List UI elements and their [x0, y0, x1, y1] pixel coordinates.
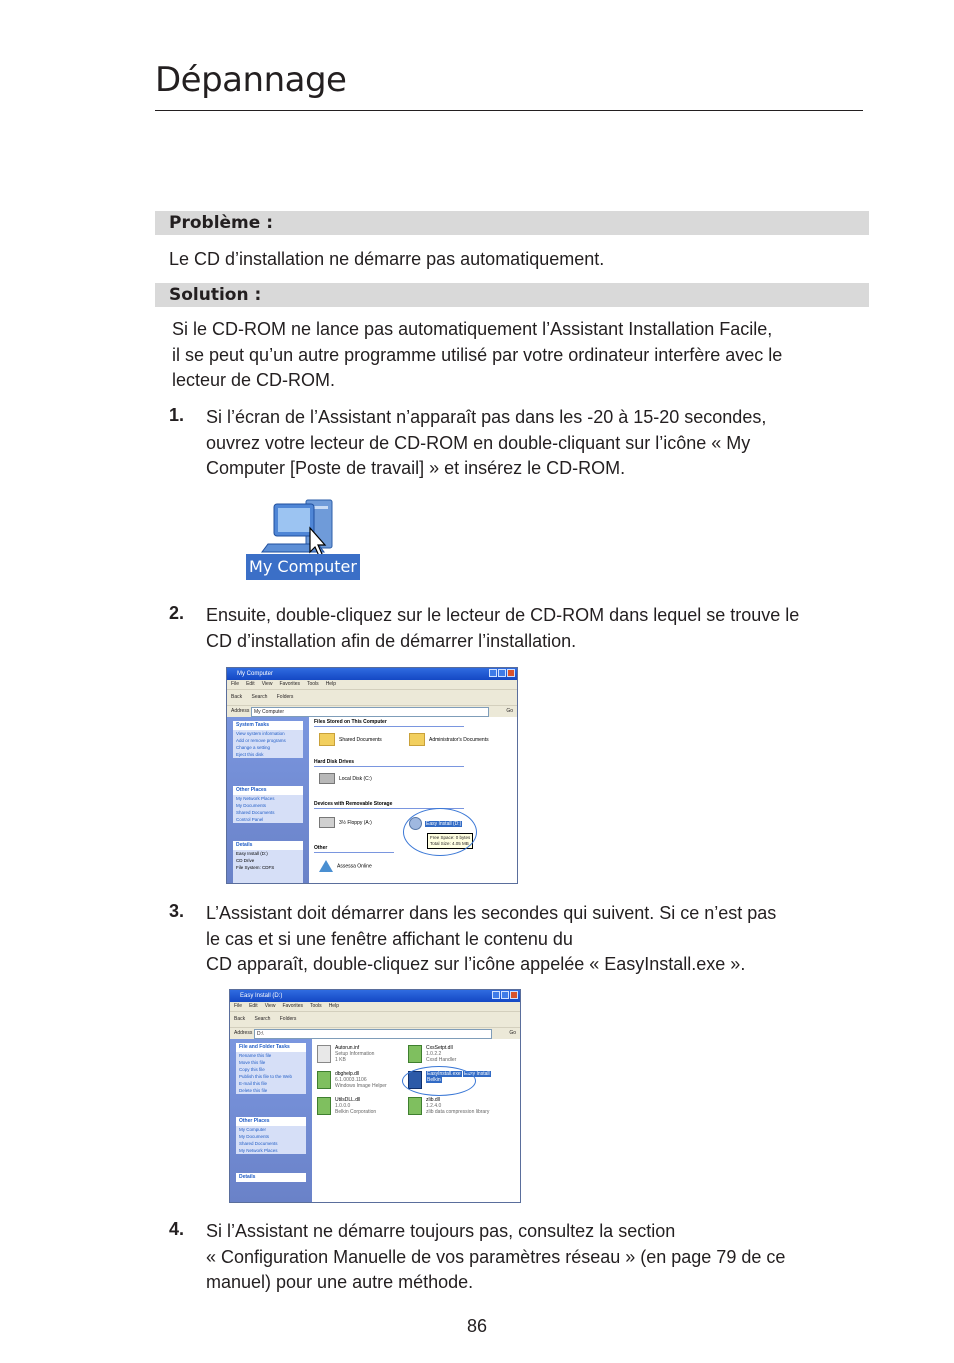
file-name: UtilsDLL.dll: [335, 1097, 361, 1103]
address-input[interactable]: My Computer: [251, 707, 489, 717]
file-detail: Cxsd Handler: [426, 1057, 457, 1063]
item-admin-documents[interactable]: [409, 733, 489, 746]
intro-line: lecteur de CD-ROM.: [172, 370, 336, 390]
file-name: CxsSetpt.dll: [426, 1045, 453, 1051]
item-other-app[interactable]: [319, 860, 372, 872]
step-line: Si l’Assistant ne démarre toujours pas, consultez la section: [206, 1221, 676, 1241]
step-text: [206, 405, 766, 482]
panel-item: Easy Install (D:): [236, 851, 268, 856]
dll-icon: [317, 1071, 331, 1089]
file-detail: 1 KB: [335, 1057, 346, 1063]
search-button[interactable]: Search: [254, 1016, 271, 1022]
menu-file[interactable]: File: [231, 681, 240, 687]
toolbar: [230, 1011, 520, 1027]
address-bar: [230, 1027, 520, 1039]
section-files: Files Stored on This Computer: [314, 719, 387, 725]
panel-item[interactable]: Eject this disk: [236, 752, 264, 757]
file-detail: 1.0.2.2: [426, 1051, 442, 1057]
app-icon: [319, 860, 333, 872]
panel-details: [236, 1173, 306, 1182]
item-label: Administrator's Documents: [429, 736, 489, 743]
file-item[interactable]: [317, 1071, 397, 1089]
panel-title[interactable]: Details: [236, 1173, 306, 1182]
file-name: Autorun.inf: [335, 1045, 360, 1051]
address-bar: [227, 705, 517, 717]
panel-item: CD Drive: [236, 858, 255, 863]
highlight-circle: [403, 808, 477, 856]
item-local-disk[interactable]: [319, 773, 372, 784]
step-line: CD apparaît, double-cliquez sur l’icône appelée « EasyInstall.exe ».: [206, 954, 746, 974]
panel-other-places: [236, 1117, 306, 1154]
panel-item[interactable]: My Documents: [236, 803, 267, 808]
menu-bar: [227, 680, 517, 689]
panel-item[interactable]: My Network Places: [236, 796, 275, 801]
intro-line: il se peut qu’un autre programme utilisé par votre ordinateur interfère avec le: [172, 344, 783, 365]
panel-item[interactable]: Move this file: [239, 1060, 266, 1065]
solution-intro: [172, 317, 782, 394]
file-detail: Belkin: [427, 1077, 441, 1083]
panel-item[interactable]: Publish this file to the Web: [239, 1074, 292, 1079]
go-button[interactable]: Go: [509, 1030, 516, 1036]
menu-help[interactable]: Help: [325, 681, 336, 687]
file-detail: 1.0.0.0: [335, 1103, 351, 1109]
step-line: CD d’installation afin de démarrer l’installation.: [206, 630, 577, 651]
file-view: [312, 1039, 520, 1202]
floppy-icon: [319, 817, 335, 828]
step-number: 1.: [169, 405, 185, 425]
page-title: Dépannage: [155, 60, 347, 100]
panel-file-folder-tasks: [236, 1043, 306, 1094]
panel-item[interactable]: My Network Places: [239, 1148, 278, 1153]
file-item[interactable]: [408, 1045, 493, 1063]
window-body: [227, 717, 517, 883]
panel-title[interactable]: Details: [233, 841, 303, 850]
section-removable: Devices with Removable Storage: [314, 801, 393, 807]
window-title: My Computer: [237, 671, 274, 677]
intro-line: Si le CD-ROM ne lance pas automatiquement l’Assistant Installation Facile,: [172, 319, 773, 339]
step-text: [206, 901, 776, 978]
folders-button[interactable]: Folders: [279, 1016, 297, 1022]
step-number: 4.: [169, 1219, 185, 1239]
panel-item[interactable]: Copy this file: [239, 1067, 265, 1072]
step-line: manuel) pour une autre méthode.: [206, 1272, 474, 1292]
item-label: Assessa Online: [337, 863, 372, 870]
dll-icon: [408, 1045, 422, 1063]
back-button[interactable]: Back: [231, 694, 243, 700]
item-floppy[interactable]: [319, 817, 372, 828]
panel-item[interactable]: E-mail this file: [239, 1081, 268, 1086]
file-detail: 6.1.0003.1106: [335, 1077, 367, 1083]
menu-view[interactable]: View: [264, 1003, 276, 1009]
folders-button[interactable]: Folders: [276, 694, 294, 700]
menu-edit[interactable]: Edit: [246, 681, 255, 687]
panel-item[interactable]: Rename this file: [239, 1053, 272, 1058]
menu-file[interactable]: File: [234, 1003, 243, 1009]
explorer-window-my-computer: [226, 667, 518, 884]
my-computer-label: My Computer: [246, 554, 360, 580]
section-hdd: Hard Disk Drives: [314, 759, 355, 765]
title-rule: [155, 110, 863, 111]
file-detail: Easy Install: [464, 1071, 490, 1077]
panel-item[interactable]: Change a setting: [236, 745, 271, 750]
panel-item[interactable]: Shared Documents: [239, 1141, 278, 1146]
address-input[interactable]: D:\: [254, 1029, 492, 1039]
task-pane: [230, 1039, 312, 1202]
step-line: ouvrez votre lecteur de CD-ROM en double-cliquant sur l’icône « My: [206, 432, 751, 453]
step-line: Si l’écran de l’Assistant n’apparaît pas dans les -20 à 15-20 secondes,: [206, 407, 767, 427]
file-detail: 1.2.4.0: [426, 1103, 442, 1109]
section-rule: [314, 726, 464, 727]
menu-view[interactable]: View: [261, 681, 273, 687]
step-text: [206, 1219, 785, 1296]
file-item[interactable]: [317, 1097, 397, 1115]
computer-icon: [244, 496, 362, 556]
panel-title[interactable]: System Tasks: [233, 721, 303, 730]
menu-help[interactable]: Help: [328, 1003, 339, 1009]
my-computer-shortcut[interactable]: [244, 496, 362, 584]
panel-item[interactable]: Add or remove programs: [236, 738, 286, 743]
panel-title[interactable]: File and Folder Tasks: [236, 1043, 306, 1052]
panel-item[interactable]: Shared Documents: [236, 810, 275, 815]
close-icon[interactable]: [507, 669, 515, 677]
step-line: L’Assistant doit démarrer dans les secondes qui suivent. Si ce n’est pas: [206, 903, 777, 923]
step-line: Ensuite, double-cliquez sur le lecteur de CD-ROM dans lequel se trouve le: [206, 605, 800, 625]
hard-disk-icon: [319, 773, 335, 784]
file-detail: Setup Information: [335, 1051, 375, 1057]
panel-system-tasks: [233, 721, 303, 758]
explorer-window-easy-install: [229, 989, 521, 1203]
tooltip-line: Free Space: 0 bytes: [430, 835, 471, 840]
solution-bar: [155, 283, 869, 307]
file-name: dbghelp.dll: [335, 1071, 360, 1077]
window-body: [230, 1039, 520, 1202]
folder-icon: [319, 733, 335, 746]
item-label: Easy Install (D:): [426, 820, 462, 827]
page-number: 86: [466, 1316, 488, 1336]
step-number: 2.: [169, 603, 185, 623]
maximize-icon[interactable]: [501, 991, 509, 999]
menu-favorites[interactable]: Favorites: [279, 681, 300, 687]
toolbar: [227, 689, 517, 705]
window-title: Easy Install (D:): [240, 993, 283, 999]
step-line: le cas et si une fenêtre affichant le contenu du: [206, 928, 573, 949]
menu-favorites[interactable]: Favorites: [282, 1003, 303, 1009]
panel-other-places: [233, 786, 303, 823]
problem-bar: [155, 211, 869, 235]
address-label: Address: [234, 1030, 253, 1036]
dll-icon: [317, 1097, 331, 1115]
item-shared-documents[interactable]: [319, 733, 382, 746]
menu-edit[interactable]: Edit: [249, 1003, 258, 1009]
file-icon: [317, 1045, 331, 1063]
panel-item[interactable]: My Computer: [239, 1127, 267, 1132]
file-detail: Belkin Corporation: [335, 1109, 377, 1115]
dll-icon: [408, 1097, 422, 1115]
section-rule: [314, 852, 394, 853]
file-item[interactable]: [317, 1045, 397, 1063]
panel-title[interactable]: Other Places: [236, 1117, 306, 1126]
step-number: 3.: [169, 901, 185, 921]
problem-text: Le CD d’installation ne démarre pas automatiquement.: [169, 249, 605, 269]
search-button[interactable]: Search: [251, 694, 268, 700]
minimize-icon[interactable]: [489, 669, 497, 677]
file-view: [309, 717, 517, 883]
menu-tools[interactable]: Tools: [307, 681, 319, 687]
folder-icon: [409, 733, 425, 746]
window-titlebar: [227, 668, 517, 680]
solution-label: Solution :: [169, 285, 262, 305]
file-detail: Windows Image Helper: [335, 1083, 387, 1089]
panel-item[interactable]: Control Panel: [236, 817, 264, 822]
step-line: « Configuration Manuelle de vos paramètres réseau » (en page 79 de ce: [206, 1246, 786, 1267]
panel-title[interactable]: Other Places: [233, 786, 303, 795]
menu-bar: [230, 1002, 520, 1011]
highlight-circle: [402, 1066, 476, 1096]
window-titlebar: [230, 990, 520, 1002]
section-other: Other: [314, 845, 328, 851]
panel-item[interactable]: View system information: [236, 731, 285, 736]
tooltip-line: Total Size: 4.05 MB: [430, 841, 469, 846]
close-icon[interactable]: [510, 991, 518, 999]
file-detail: zlib data compression library: [426, 1109, 490, 1115]
section-rule: [314, 766, 464, 767]
task-pane: [227, 717, 309, 883]
file-name: EasyInstall.exe: [427, 1071, 461, 1077]
panel-item[interactable]: My Documents: [239, 1134, 270, 1139]
item-label: 3½ Floppy (A:): [339, 819, 372, 826]
maximize-icon[interactable]: [498, 669, 506, 677]
item-label: Local Disk (C:): [339, 775, 372, 782]
item-label: Shared Documents: [339, 736, 382, 743]
minimize-icon[interactable]: [492, 991, 500, 999]
panel-item[interactable]: Delete this file: [239, 1088, 268, 1093]
step-line: Computer [Poste de travail] » et insérez le CD-ROM.: [206, 458, 626, 478]
back-button[interactable]: Back: [234, 1016, 246, 1022]
panel-item: File System: CDFS: [236, 865, 275, 870]
problem-label: Problème :: [169, 213, 274, 233]
step-text: [206, 603, 799, 654]
address-label: Address: [231, 708, 250, 714]
file-item[interactable]: [408, 1097, 508, 1115]
go-button[interactable]: Go: [506, 708, 513, 714]
menu-tools[interactable]: Tools: [310, 1003, 322, 1009]
panel-details: [233, 841, 303, 883]
file-name: zlib.dll: [426, 1097, 440, 1103]
